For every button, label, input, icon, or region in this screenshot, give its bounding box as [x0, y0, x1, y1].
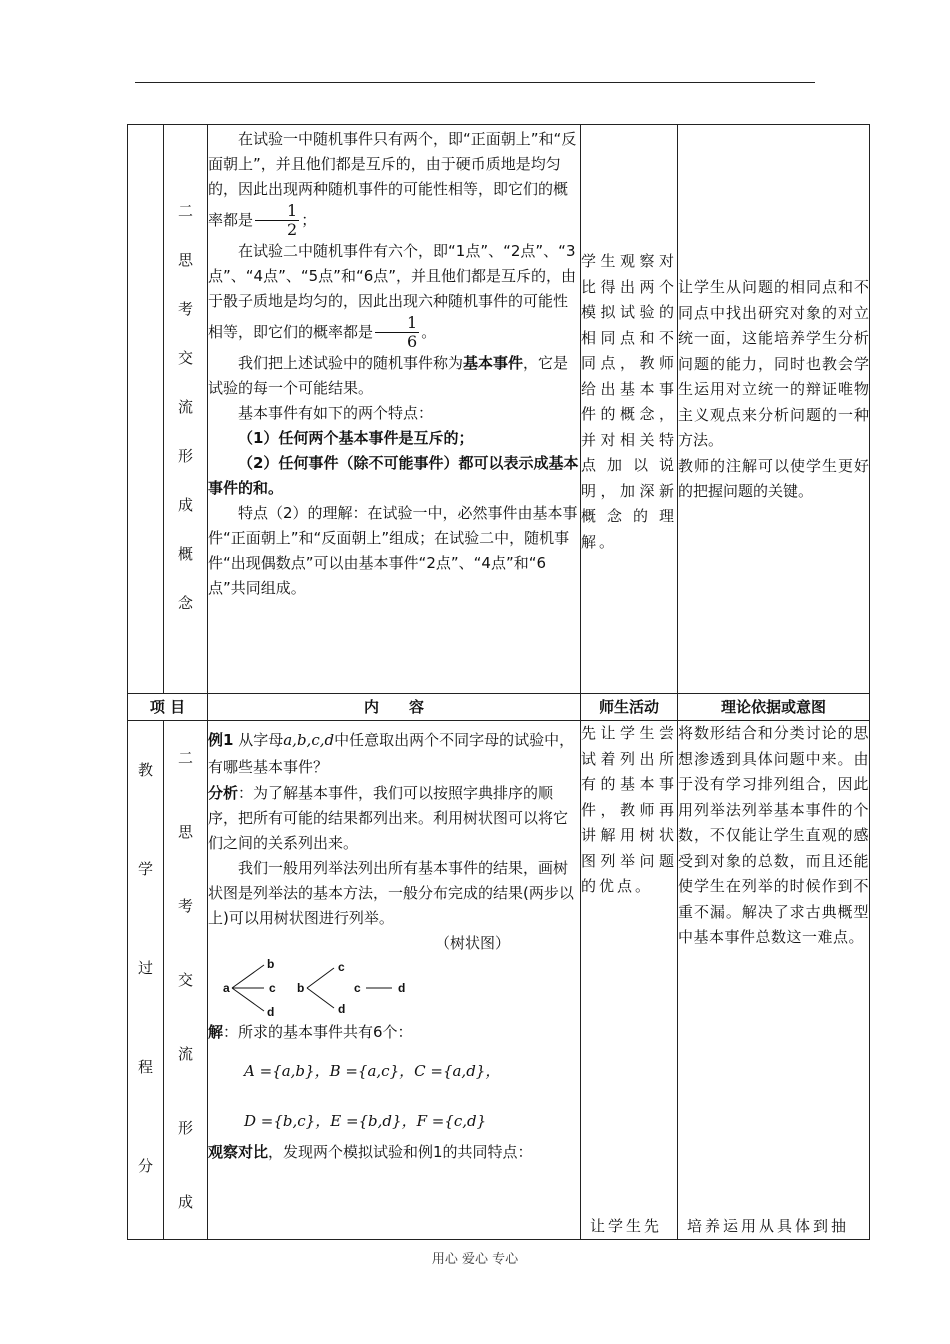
section1-basis: 让学生从问题的相同点和不同点中找出研究对象的对立统一面，这能培养学生分析问题的能力，同时也教会学生运用对立统一的辩证唯物主义观点来分析问题的一种方法。 教师的注解可以使学生更好的把握问题的关键。: [678, 125, 870, 694]
enumeration-para: 我们一般用列举法列出所有基本事件的结果，画树状图是列举法的基本方法，一般分布完成的结果(两步以上)可以用树状图进行列举。: [208, 859, 574, 927]
section1-label-char: 二: [177, 202, 193, 220]
section2-outer-label: [128, 721, 164, 1240]
section2-inner-label-char: 流: [177, 1045, 193, 1063]
section1-feature2: （2）任何事件（除不可能事件）都可以表示成基本事件的和。: [208, 454, 579, 497]
example1: 例1 从字母a,b,c,d中任意取出两个不同字母的试验中，有哪些基本事件？: [208, 731, 575, 776]
section1-outer-cell: [128, 125, 164, 694]
section2-outer-label-char: 学: [137, 860, 153, 878]
top-rule: [135, 82, 815, 83]
section2-inner-label-char: 形: [177, 1119, 193, 1137]
tree-node-ac: c: [269, 981, 276, 995]
analysis: 分析：为了解基本事件，我们可以按照字典排序的顺序，把所有可能的结果都列出来。利用树状图可以将它们之间的关系列出来。: [208, 784, 569, 852]
tree-edge-a-d: [232, 988, 264, 1011]
tree-node-b: b: [297, 981, 305, 995]
header-content: 内 容: [208, 694, 581, 721]
fraction-one-half: $\frac{1}{2}$: [255, 202, 299, 239]
section1-label-char: 思: [177, 251, 193, 269]
header-activity: 师生活动: [581, 694, 678, 721]
section1-vertical-label: [164, 125, 208, 694]
tree-diagram: [220, 956, 450, 1018]
section2-activity: 先让学生尝试着列出所有的基本事件，教师再讲解用树状图列举问题的优点。 让学生先: [581, 721, 678, 1240]
section1-feature1: （1）任何两个基本事件是互斥的；: [238, 429, 474, 447]
section2-inner-label-char: 成: [177, 1193, 193, 1211]
section2-outer-label-char: 过: [137, 959, 153, 977]
section1-row: [128, 125, 870, 694]
section1-label-char: 流: [177, 398, 193, 416]
tree-node-cd: d: [398, 981, 406, 995]
section1-label-char: 考: [177, 300, 193, 318]
section2-row: [128, 721, 870, 1240]
tree-node-a: a: [223, 981, 230, 995]
section2-outer-label-char: 分: [137, 1157, 153, 1175]
section2-outer-label-char: 教: [137, 761, 153, 779]
header-item: 项 目: [128, 694, 208, 721]
tree-edge-b-d: [307, 988, 334, 1008]
section2-inner-label: [164, 721, 208, 1240]
section1-activity: 学生观察对比得出两个模拟试验的相同点和不同点，教师给出基本事件的概念，并对相关特点加以说明，加深新概念的理解。: [581, 125, 678, 694]
tree-node-ab: b: [267, 957, 275, 971]
section1-para3: 我们把上述试验中的随机事件称为基本事件，它是试验的每一个可能结果。: [208, 354, 569, 397]
section1-label-char: 成: [177, 496, 193, 514]
section1-label-char: 交: [177, 349, 193, 367]
section1-content: [208, 125, 581, 694]
section2-inner-label-char: 二: [177, 749, 193, 767]
section2-content: [208, 721, 581, 1240]
event-set-line2: D ={b,c}，E ={b,d}，F ={c,d}: [244, 1112, 487, 1130]
tree-caption: （树状图）: [434, 934, 510, 952]
section1-para7: 特点（2）的理解：在试验一中，必然事件由基本事件“正面朝上”和“反面朝上”组成；在试验二中，随机事件“出现偶数点”可以由基本事件“2点”、“4点”和“6点”共同组成。: [208, 504, 578, 597]
tree-node-c: c: [354, 981, 361, 995]
section2-inner-label-char: 思: [177, 823, 193, 841]
fraction-one-sixth: $\frac{1}{6}$: [375, 314, 419, 351]
section2-inner-label-char: 考: [177, 897, 193, 915]
header-basis: 理论依据或意图: [678, 694, 870, 721]
section1-label-char: 形: [177, 447, 193, 465]
tree-edge-b-c: [307, 968, 334, 988]
section1-label-char: 概: [177, 545, 193, 563]
solution: 解：所求的基本事件共有6个：: [208, 1023, 413, 1041]
observe-compare: 观察对比，发现两个模拟试验和例1的共同特点：: [208, 1143, 533, 1161]
tree-edge-a-b: [232, 965, 264, 988]
event-set-line1: A ={a,b}，B ={a,c}，C ={a,d}，: [244, 1062, 501, 1080]
section1-para4: 基本事件有如下的两个特点：: [238, 404, 434, 422]
tree-node-ad: d: [267, 1005, 275, 1018]
table-header-row: [128, 694, 870, 721]
section2-inner-label-char: 交: [177, 971, 193, 989]
section2-basis: 将数形结合和分类讨论的思想渗透到具体问题中来。由于没有学习排列组合，因此用列举法列举基本事件的个数，不仅能让学生直观的感受到对象的总数，而且还能使学生在列举的时候作到不重不漏。解决了求古典概型中基本事件总数这一难点。 培养运用从具体到抽: [678, 721, 870, 1240]
tree-node-bd: d: [338, 1002, 346, 1016]
tree-node-bc: c: [338, 960, 345, 974]
section1-label-char: 念: [177, 594, 193, 612]
section1-para1: 在试验一中随机事件只有两个，即“正面朝上”和“反面朝上”，并且他们都是互斥的，由于硬币质地是均匀的，因此出现两种随机事件的可能性相等，即它们的概率都是 $\frac{1}{2}$ ；: [208, 130, 577, 239]
section1-para2: 在试验二中随机事件有六个，即“1点”、“2点”、“3点”、“4点”、“5点”和“6点”，并且他们都是互斥的，由于骰子质地是均匀的，因此出现六种随机事件的可能性相等，即它们的概率都是 $\frac{1}{6}$ 。: [208, 242, 577, 351]
page-footer: 用心 爱心 专心: [431, 1252, 519, 1267]
lesson-table: [127, 124, 870, 1240]
section2-outer-label-char: 程: [137, 1058, 153, 1076]
